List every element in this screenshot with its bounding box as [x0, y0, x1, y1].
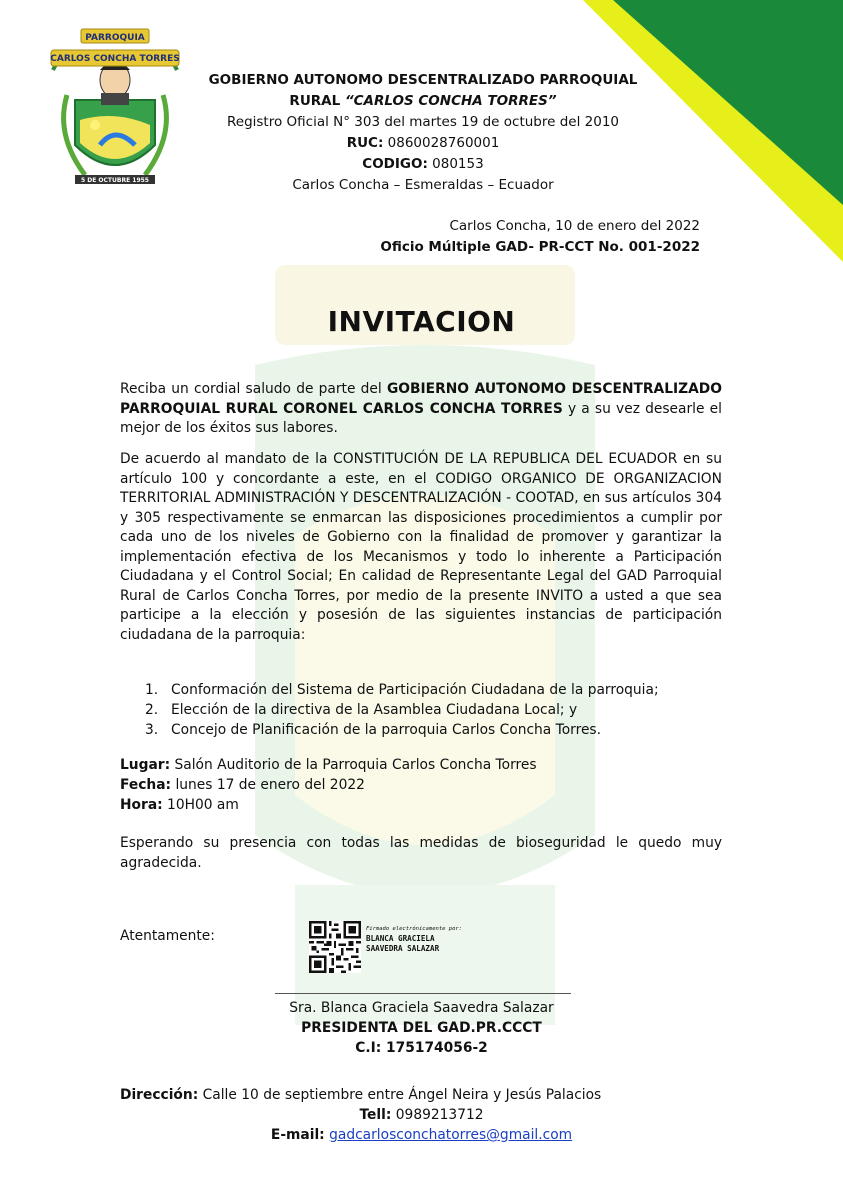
codigo-label: CODIGO: [362, 156, 428, 172]
codigo-line [200, 154, 646, 175]
qr-code [309, 921, 361, 973]
paragraph-mandate: De acuerdo al mandato de la CONSTITUCIÓN DE LA REPUBLICA DEL ECUADOR en su artículo 100 y concordante a este, en el CODIGO ORGANICO DE ORGANIZACION TERRITORIAL ADMINISTRACIÓN Y DESCENTRALIZACIÓN - COOTAD, en sus artículos 304 y 305 respectivamente se enmarcan las disposiciones procedimientos a cumplir por cada uno de los niveles de Gobierno con la finalidad de promover y garantizar la implementación efectiva de los Mecanismos y todo lo inherente a Participación Ciudadana y el Control Social; En calidad de Representante Legal del GAD Parroquial Rural de Carlos Concha Torres, por medio de la presente INVITO a usted a que sea participe a la elección y posesión de las siguientes instancias de participación ciudadana de la parroquia: [120, 451, 723, 643]
signer-name: Sra. Blanca Graciela Saavedra Salazar [289, 1000, 554, 1016]
list-item-text: Concejo de Planificación de la parroquia Carlos Concha Torres. [171, 722, 602, 738]
email-link[interactable]: gadcarlosconchatorres@gmail.com [329, 1127, 573, 1143]
footer-email [0, 1125, 843, 1145]
letterhead [200, 70, 646, 196]
greeting-post: y a su vez desearle el mejor de los éxitos sus labores. [120, 400, 722, 436]
oficio-number: Oficio Múltiple GAD- PR-CCT No. 001-2022 [380, 239, 700, 255]
logo-ribbon: 5 DE OCTUBRE 1955 [81, 177, 149, 184]
greeting-pre: Reciba un cordial saludo de parte del [120, 381, 387, 397]
header-location: Carlos Concha – Esmeraldas – Ecuador [292, 177, 554, 193]
ruc-value: 0860028760001 [383, 135, 500, 151]
place-date: Carlos Concha, 10 de enero del 2022 [449, 218, 700, 234]
signer-block [0, 998, 843, 1058]
parish-logo [45, 25, 185, 190]
registro-oficial: Registro Oficial N° 303 del martes 19 de octubre del 2010 [226, 114, 620, 130]
address-label: Dirección: [120, 1087, 199, 1103]
lugar-value: Salón Auditorio de la Parroquia Carlos Concha Torres [170, 757, 537, 773]
ruc-label: RUC: [346, 135, 384, 151]
address-value: Calle 10 de septiembre entre Ángel Neira y Jesús Palacios [198, 1087, 602, 1103]
lugar-line [120, 755, 537, 775]
footer-address [0, 1085, 843, 1105]
esign-name1: BLANCA GRACIELA [366, 934, 435, 943]
date-block [380, 216, 700, 258]
codigo-value: 080153 [427, 156, 484, 172]
logo-banner-top: PARROQUIA [85, 33, 145, 43]
greeting-bold: GOBIERNO AUTONOMO DESCENTRALIZADO PARROQUIAL RURAL CORONEL CARLOS CONCHA TORRES [120, 381, 722, 417]
document-title: INVITACION [327, 305, 516, 338]
hora-line [120, 795, 537, 815]
list-item [145, 720, 659, 740]
email-label: E-mail: [270, 1127, 325, 1143]
fecha-value: lunes 17 de enero del 2022 [171, 777, 365, 793]
list-item-text: Conformación del Sistema de Participación Ciudadana de la parroquia; [171, 682, 659, 698]
signer-ci: C.I: 175174056-2 [355, 1040, 488, 1056]
signature-line [275, 993, 571, 994]
institution-line2-prefix: RURAL [289, 93, 345, 109]
lugar-label: Lugar: [120, 757, 171, 773]
list-item [145, 700, 659, 720]
electronic-signature-text [366, 924, 462, 954]
hora-value: 10H00 am [162, 797, 239, 813]
fecha-label: Fecha: [120, 777, 172, 793]
footer-phone [0, 1105, 843, 1125]
atentamente: Atentamente: [120, 928, 215, 944]
phone-value: 0989213712 [391, 1107, 484, 1123]
institution-name: “CARLOS CONCHA TORRES” [344, 93, 557, 109]
esign-caption: Firmado electrónicamente por: [366, 926, 463, 932]
hora-label: Hora: [120, 797, 163, 813]
fecha-line [120, 775, 537, 795]
logo-banner-name: CARLOS CONCHA TORRES [50, 54, 180, 64]
paragraph-greeting [120, 380, 722, 439]
instances-list [145, 680, 659, 740]
event-details [120, 755, 537, 815]
closing-paragraph: Esperando su presencia con todas las medidas de bioseguridad le quedo muy agradecida. [120, 835, 722, 871]
signer-role: PRESIDENTA DEL GAD.PR.CCCT [301, 1020, 542, 1036]
list-item-number: 2. [145, 702, 159, 718]
list-item-number: 3. [145, 722, 159, 738]
list-item [145, 680, 659, 700]
ruc-line [200, 133, 646, 154]
esign-name2: SAAVEDRA SALAZAR [366, 944, 440, 953]
footer [0, 1085, 843, 1145]
institution-line2 [200, 91, 646, 112]
phone-label: Tell: [359, 1107, 392, 1123]
list-item-number: 1. [145, 682, 159, 698]
institution-line1: GOBIERNO AUTONOMO DESCENTRALIZADO PARROQUIAL [208, 72, 638, 88]
list-item-text: Elección de la directiva de la Asamblea Ciudadana Local; y [171, 702, 578, 718]
